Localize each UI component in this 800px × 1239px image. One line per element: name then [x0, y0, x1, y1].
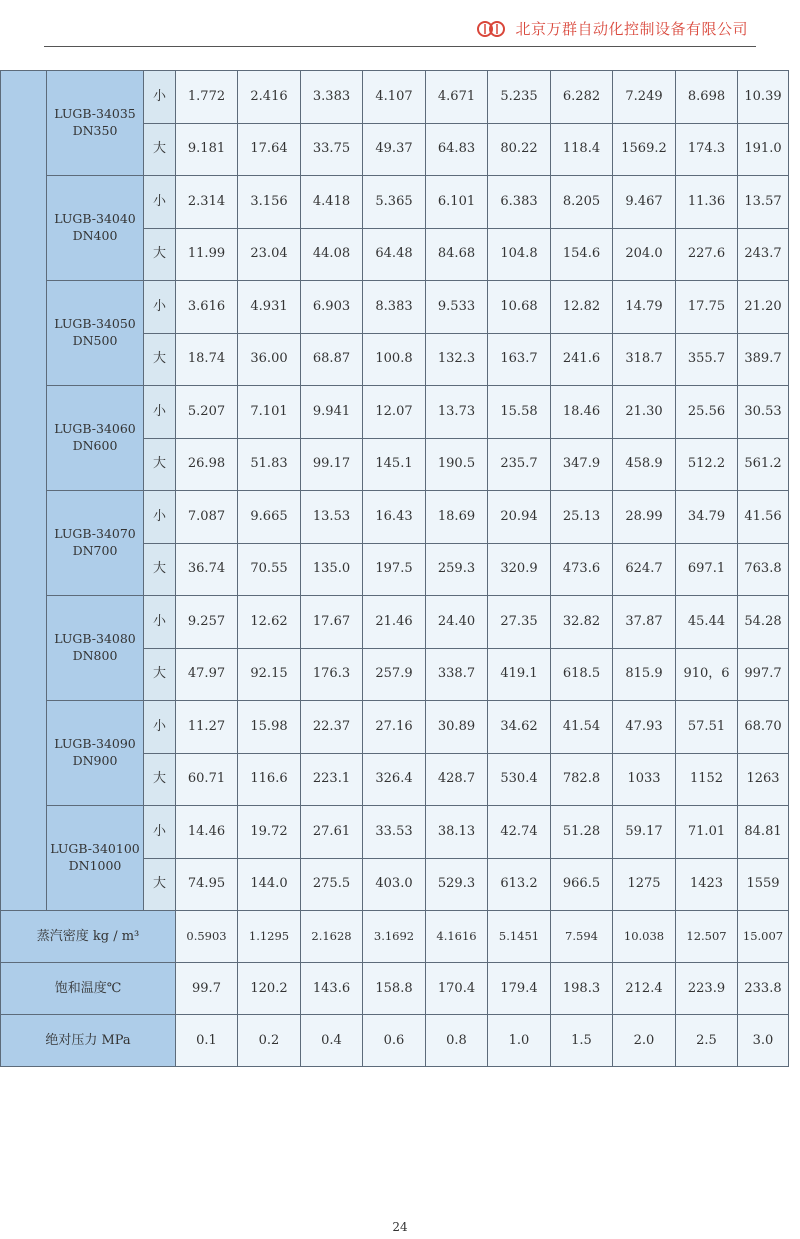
value-cell: 27.35 [488, 596, 551, 649]
company-name: 北京万群自动化控制设备有限公司 [515, 20, 748, 38]
value-cell: 0.4 [301, 1015, 363, 1067]
range-cell: 大 [144, 333, 176, 386]
range-cell: 大 [144, 123, 176, 176]
value-cell: 9.467 [613, 176, 676, 229]
value-cell: 9.665 [238, 491, 301, 544]
value-cell: 64.48 [363, 228, 426, 281]
value-cell: 12.07 [363, 386, 426, 439]
model-diameter: DN800 [72, 648, 118, 663]
value-cell: 20.94 [488, 491, 551, 544]
value-cell: 179.4 [488, 963, 551, 1015]
model-diameter: DN400 [72, 228, 118, 243]
value-cell: 45.44 [676, 596, 738, 649]
value-cell: 191.0 [738, 123, 789, 176]
value-cell: 1.5 [551, 1015, 613, 1067]
page-number: 24 [392, 1220, 408, 1234]
model-code: LUGB-34080 [54, 631, 136, 647]
value-cell: 3.156 [238, 176, 301, 229]
value-cell: 10.038 [613, 911, 676, 963]
value-cell: 132.3 [426, 333, 488, 386]
value-cell: 389.7 [738, 333, 789, 386]
value-cell: 30.89 [426, 701, 488, 754]
value-cell: 44.08 [301, 228, 363, 281]
value-cell: 158.8 [363, 963, 426, 1015]
footer-label: 饱和温度℃ [1, 963, 176, 1015]
value-cell: 7.087 [176, 491, 238, 544]
value-cell: 235.7 [488, 438, 551, 491]
value-cell: 3.616 [176, 281, 238, 334]
value-cell: 10.39 [738, 71, 789, 124]
value-cell: 223.1 [301, 753, 363, 806]
value-cell: 54.28 [738, 596, 789, 649]
value-cell: 997.7 [738, 648, 789, 701]
value-cell: 104.8 [488, 228, 551, 281]
value-cell: 32.82 [551, 596, 613, 649]
table-row [1, 806, 789, 859]
value-cell: 70.55 [238, 543, 301, 596]
value-cell: 4.418 [301, 176, 363, 229]
table-row [1, 596, 789, 649]
value-cell: 51.83 [238, 438, 301, 491]
value-cell: 118.4 [551, 123, 613, 176]
value-cell: 30.53 [738, 386, 789, 439]
value-cell: 145.1 [363, 438, 426, 491]
value-cell: 223.9 [676, 963, 738, 1015]
value-cell: 0.6 [363, 1015, 426, 1067]
value-cell: 33.53 [363, 806, 426, 859]
model-code: LUGB-34090 [54, 736, 136, 752]
value-cell: 174.3 [676, 123, 738, 176]
value-cell: 1.1295 [238, 911, 301, 963]
value-cell: 23.04 [238, 228, 301, 281]
value-cell: 1559 [738, 858, 789, 911]
model-cell [47, 701, 144, 806]
value-cell: 1569.2 [613, 123, 676, 176]
value-cell: 910，6 [676, 648, 738, 701]
value-cell: 38.13 [426, 806, 488, 859]
value-cell: 8.383 [363, 281, 426, 334]
value-cell: 7.101 [238, 386, 301, 439]
flow-rate-table [0, 70, 789, 1067]
value-cell: 51.28 [551, 806, 613, 859]
value-cell: 530.4 [488, 753, 551, 806]
value-cell: 15.58 [488, 386, 551, 439]
value-cell: 27.16 [363, 701, 426, 754]
model-diameter: DN700 [72, 543, 118, 558]
value-cell: 0.8 [426, 1015, 488, 1067]
value-cell: 355.7 [676, 333, 738, 386]
value-cell: 15.98 [238, 701, 301, 754]
value-cell: 9.257 [176, 596, 238, 649]
value-cell: 3.1692 [363, 911, 426, 963]
page-header [44, 0, 756, 47]
value-cell: 16.43 [363, 491, 426, 544]
table-row [1, 1015, 789, 1067]
value-cell: 92.15 [238, 648, 301, 701]
value-cell: 21.30 [613, 386, 676, 439]
value-cell: 512.2 [676, 438, 738, 491]
value-cell: 26.98 [176, 438, 238, 491]
model-diameter: DN350 [72, 123, 118, 138]
value-cell: 347.9 [551, 438, 613, 491]
value-cell: 624.7 [613, 543, 676, 596]
value-cell: 41.56 [738, 491, 789, 544]
value-cell: 11.27 [176, 701, 238, 754]
value-cell: 782.8 [551, 753, 613, 806]
value-cell: 37.87 [613, 596, 676, 649]
value-cell: 120.2 [238, 963, 301, 1015]
value-cell: 320.9 [488, 543, 551, 596]
model-code: LUGB-34035 [54, 106, 136, 122]
value-cell: 80.22 [488, 123, 551, 176]
value-cell: 233.8 [738, 963, 789, 1015]
value-cell: 458.9 [613, 438, 676, 491]
range-cell: 大 [144, 858, 176, 911]
table-row [1, 176, 789, 229]
table-row [1, 911, 789, 963]
value-cell: 42.74 [488, 806, 551, 859]
value-cell: 1275 [613, 858, 676, 911]
value-cell: 697.1 [676, 543, 738, 596]
value-cell: 1.772 [176, 71, 238, 124]
model-cell [47, 386, 144, 491]
model-code: LUGB-34070 [54, 526, 136, 542]
value-cell: 12.62 [238, 596, 301, 649]
value-cell: 135.0 [301, 543, 363, 596]
range-cell: 小 [144, 386, 176, 439]
value-cell: 197.5 [363, 543, 426, 596]
value-cell: 21.46 [363, 596, 426, 649]
value-cell: 1152 [676, 753, 738, 806]
value-cell: 6.282 [551, 71, 613, 124]
value-cell: 15.007 [738, 911, 789, 963]
model-code: LUGB-340100 [50, 841, 140, 857]
value-cell: 59.17 [613, 806, 676, 859]
value-cell: 34.79 [676, 491, 738, 544]
model-diameter: DN500 [72, 333, 118, 348]
value-cell: 190.5 [426, 438, 488, 491]
value-cell: 176.3 [301, 648, 363, 701]
model-code: LUGB-34040 [54, 211, 136, 227]
value-cell: 36.00 [238, 333, 301, 386]
value-cell: 0.2 [238, 1015, 301, 1067]
range-cell: 大 [144, 228, 176, 281]
value-cell: 11.36 [676, 176, 738, 229]
value-cell: 318.7 [613, 333, 676, 386]
value-cell: 143.6 [301, 963, 363, 1015]
value-cell: 212.4 [613, 963, 676, 1015]
value-cell: 0.1 [176, 1015, 238, 1067]
model-diameter: DN600 [72, 438, 118, 453]
value-cell: 403.0 [363, 858, 426, 911]
value-cell: 419.1 [488, 648, 551, 701]
value-cell: 763.8 [738, 543, 789, 596]
value-cell: 21.20 [738, 281, 789, 334]
value-cell: 17.64 [238, 123, 301, 176]
value-cell: 2.0 [613, 1015, 676, 1067]
value-cell: 49.37 [363, 123, 426, 176]
value-cell: 47.93 [613, 701, 676, 754]
model-code: LUGB-34050 [54, 316, 136, 332]
table-row [1, 281, 789, 334]
value-cell: 1263 [738, 753, 789, 806]
value-cell: 6.383 [488, 176, 551, 229]
value-cell: 28.99 [613, 491, 676, 544]
value-cell: 19.72 [238, 806, 301, 859]
value-cell: 561.2 [738, 438, 789, 491]
value-cell: 259.3 [426, 543, 488, 596]
model-cell [47, 491, 144, 596]
value-cell: 2.314 [176, 176, 238, 229]
model-cell [47, 596, 144, 701]
range-cell: 小 [144, 596, 176, 649]
range-cell: 小 [144, 71, 176, 124]
value-cell: 326.4 [363, 753, 426, 806]
value-cell: 14.79 [613, 281, 676, 334]
model-cell [47, 806, 144, 911]
value-cell: 5.365 [363, 176, 426, 229]
value-cell: 4.1616 [426, 911, 488, 963]
value-cell: 428.7 [426, 753, 488, 806]
value-cell: 257.9 [363, 648, 426, 701]
value-cell: 8.205 [551, 176, 613, 229]
value-cell: 13.53 [301, 491, 363, 544]
value-cell: 17.75 [676, 281, 738, 334]
value-cell: 6.101 [426, 176, 488, 229]
value-cell: 99.7 [176, 963, 238, 1015]
value-cell: 99.17 [301, 438, 363, 491]
value-cell: 57.51 [676, 701, 738, 754]
model-cell [47, 281, 144, 386]
range-cell: 大 [144, 543, 176, 596]
value-cell: 473.6 [551, 543, 613, 596]
value-cell: 13.57 [738, 176, 789, 229]
value-cell: 41.54 [551, 701, 613, 754]
value-cell: 14.46 [176, 806, 238, 859]
value-cell: 5.207 [176, 386, 238, 439]
value-cell: 25.56 [676, 386, 738, 439]
value-cell: 74.95 [176, 858, 238, 911]
value-cell: 1033 [613, 753, 676, 806]
value-cell: 2.1628 [301, 911, 363, 963]
value-cell: 22.37 [301, 701, 363, 754]
value-cell: 5.1451 [488, 911, 551, 963]
model-cell [47, 176, 144, 281]
value-cell: 4.931 [238, 281, 301, 334]
range-cell: 大 [144, 648, 176, 701]
value-cell: 815.9 [613, 648, 676, 701]
value-cell: 9.533 [426, 281, 488, 334]
value-cell: 13.73 [426, 386, 488, 439]
value-cell: 618.5 [551, 648, 613, 701]
value-cell: 17.67 [301, 596, 363, 649]
value-cell: 27.61 [301, 806, 363, 859]
value-cell: 9.941 [301, 386, 363, 439]
value-cell: 966.5 [551, 858, 613, 911]
value-cell: 71.01 [676, 806, 738, 859]
range-cell: 小 [144, 281, 176, 334]
value-cell: 154.6 [551, 228, 613, 281]
value-cell: 7.594 [551, 911, 613, 963]
value-cell: 34.62 [488, 701, 551, 754]
footer-label: 蒸汽密度 kg / m³ [1, 911, 176, 963]
value-cell: 529.3 [426, 858, 488, 911]
value-cell: 33.75 [301, 123, 363, 176]
table-row [1, 71, 789, 124]
model-code: LUGB-34060 [54, 421, 136, 437]
value-cell: 68.70 [738, 701, 789, 754]
value-cell: 116.6 [238, 753, 301, 806]
value-cell: 4.107 [363, 71, 426, 124]
value-cell: 613.2 [488, 858, 551, 911]
value-cell: 338.7 [426, 648, 488, 701]
value-cell: 170.4 [426, 963, 488, 1015]
value-cell: 84.68 [426, 228, 488, 281]
value-cell: 2.5 [676, 1015, 738, 1067]
side-column [1, 71, 47, 911]
value-cell: 3.0 [738, 1015, 789, 1067]
value-cell: 275.5 [301, 858, 363, 911]
value-cell: 5.235 [488, 71, 551, 124]
value-cell: 3.383 [301, 71, 363, 124]
value-cell: 36.74 [176, 543, 238, 596]
range-cell: 小 [144, 176, 176, 229]
value-cell: 243.7 [738, 228, 789, 281]
value-cell: 18.69 [426, 491, 488, 544]
value-cell: 18.46 [551, 386, 613, 439]
range-cell: 大 [144, 753, 176, 806]
range-cell: 大 [144, 438, 176, 491]
value-cell: 47.97 [176, 648, 238, 701]
table-row [1, 963, 789, 1015]
range-cell: 小 [144, 701, 176, 754]
value-cell: 8.698 [676, 71, 738, 124]
value-cell: 6.903 [301, 281, 363, 334]
value-cell: 0.5903 [176, 911, 238, 963]
value-cell: 25.13 [551, 491, 613, 544]
model-cell [47, 71, 144, 176]
value-cell: 60.71 [176, 753, 238, 806]
model-diameter: DN1000 [68, 858, 122, 873]
value-cell: 144.0 [238, 858, 301, 911]
value-cell: 84.81 [738, 806, 789, 859]
range-cell: 小 [144, 806, 176, 859]
table-row [1, 386, 789, 439]
range-cell: 小 [144, 491, 176, 544]
model-diameter: DN900 [72, 753, 118, 768]
value-cell: 7.249 [613, 71, 676, 124]
company-brand [475, 18, 748, 39]
value-cell: 198.3 [551, 963, 613, 1015]
table-row [1, 701, 789, 754]
value-cell: 100.8 [363, 333, 426, 386]
value-cell: 204.0 [613, 228, 676, 281]
value-cell: 1423 [676, 858, 738, 911]
value-cell: 9.181 [176, 123, 238, 176]
value-cell: 4.671 [426, 71, 488, 124]
value-cell: 2.416 [238, 71, 301, 124]
value-cell: 241.6 [551, 333, 613, 386]
value-cell: 12.507 [676, 911, 738, 963]
company-logo-icon [475, 20, 509, 38]
value-cell: 11.99 [176, 228, 238, 281]
value-cell: 163.7 [488, 333, 551, 386]
table-row [1, 491, 789, 544]
value-cell: 68.87 [301, 333, 363, 386]
value-cell: 10.68 [488, 281, 551, 334]
value-cell: 64.83 [426, 123, 488, 176]
value-cell: 24.40 [426, 596, 488, 649]
footer-label: 绝对压力 MPa [1, 1015, 176, 1067]
value-cell: 1.0 [488, 1015, 551, 1067]
value-cell: 12.82 [551, 281, 613, 334]
value-cell: 18.74 [176, 333, 238, 386]
value-cell: 227.6 [676, 228, 738, 281]
